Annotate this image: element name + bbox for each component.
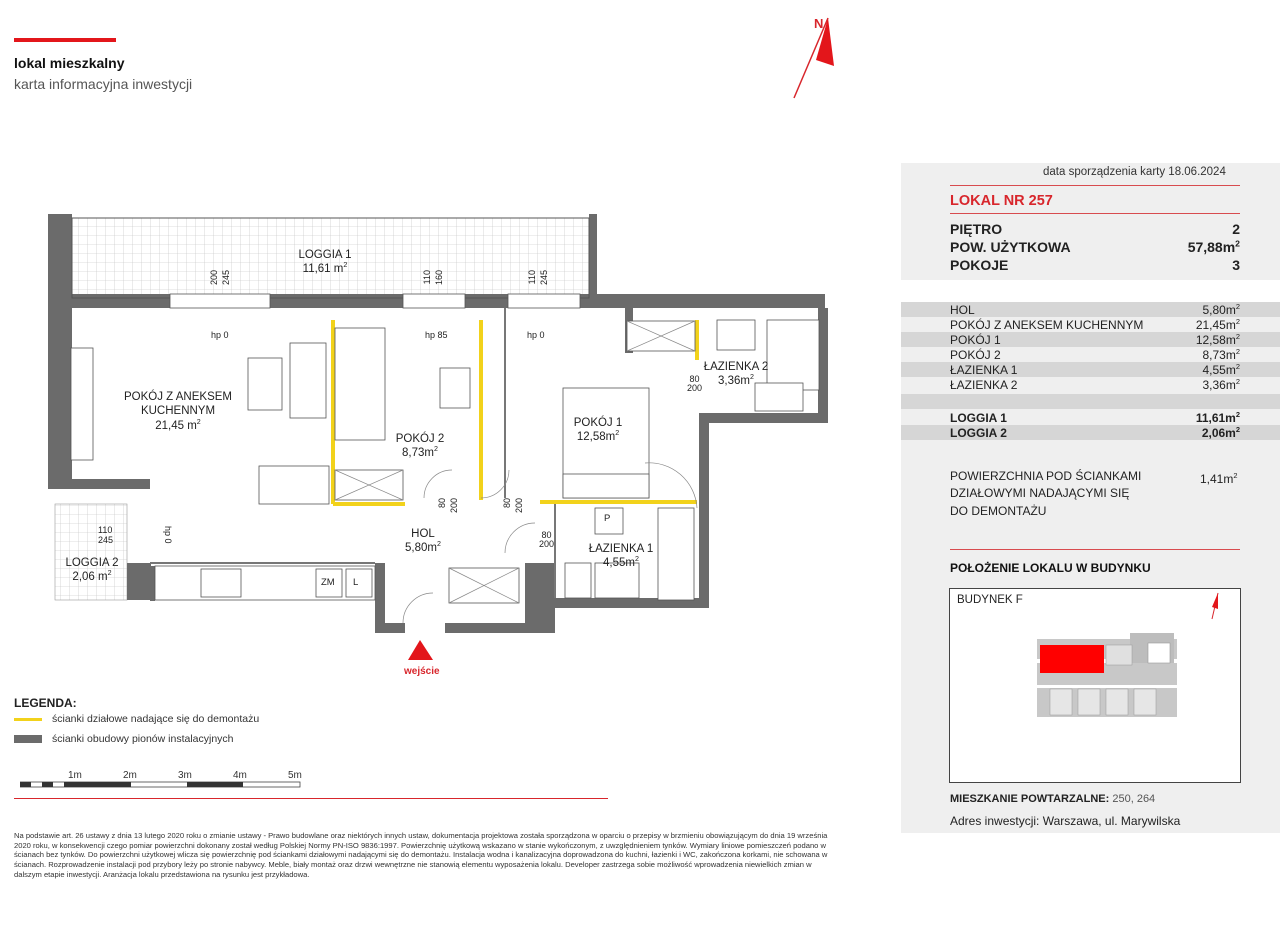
area-row-pokoj2: POKÓJ 2 $8,73m^2$ bbox=[950, 347, 1240, 362]
area-row-lazienka1: ŁAZIENKA 1 $4,55m^2$ bbox=[901, 362, 1280, 377]
area-row-pokoj1: POKÓJ 1 $12,58m^2$ bbox=[901, 332, 1280, 347]
rule-lokal bbox=[950, 213, 1240, 214]
legend-title: LEGENDA: bbox=[14, 696, 77, 710]
dim-hp0c: hp 0 bbox=[163, 526, 173, 544]
building-footprint bbox=[950, 589, 1240, 782]
repeat-units: MIESZKANIE POWTARZALNE: 250, 264 bbox=[950, 793, 1156, 805]
dim-window3b: 245 bbox=[539, 270, 549, 286]
fixture-l: L bbox=[353, 577, 359, 588]
svg-text:5m: 5m bbox=[288, 770, 302, 781]
dim-door-lazienka1: 80 200 bbox=[539, 530, 555, 549]
dim-door-pokoj1b: 200 bbox=[514, 498, 524, 514]
investment-address: Adres inwestycji: Warszawa, ul. Marywilska bbox=[950, 814, 1181, 828]
area-row-spacer bbox=[901, 394, 1280, 409]
dim-window1: 200 bbox=[209, 270, 219, 286]
area-row-hol: HOL $5,80m^2$ bbox=[901, 302, 1280, 317]
building-minimap bbox=[949, 588, 1241, 783]
dim-door-pokoj2: 80 bbox=[437, 498, 447, 509]
room-label-lazienka2: ŁAZIENKA 2 $3,36m^2$ bbox=[703, 361, 769, 388]
svg-text:2m: 2m bbox=[123, 770, 137, 781]
card-date: data sporządzenia karty 18.06.2024 bbox=[1043, 166, 1226, 178]
legend-label: ścianki działowe nadające się do demontażu bbox=[52, 713, 260, 725]
highlighted-unit bbox=[1040, 645, 1104, 673]
legend-label: ścianki obudowy pionów instalacyjnych bbox=[52, 733, 234, 745]
dim-window2b: 160 bbox=[434, 270, 444, 286]
room-label-hol: HOL $5,80m^2$ bbox=[405, 528, 441, 555]
room-label-lazienka1: ŁAZIENKA 1 $4,55m^2$ bbox=[588, 543, 654, 570]
dim-hp0a: hp 0 bbox=[211, 330, 229, 340]
room-label-pokoj1: POKÓJ 1 $12,58m^2$ bbox=[573, 417, 623, 444]
panel-white-gap bbox=[901, 280, 1280, 302]
building-label: BUDYNEK F bbox=[957, 594, 1023, 606]
entrance-arrow-icon bbox=[408, 640, 433, 660]
legend-swatch-yellow bbox=[14, 718, 42, 721]
kv-pietro: PIĘTRO 2 bbox=[950, 221, 1240, 237]
svg-text:4m: 4m bbox=[233, 770, 247, 781]
kv-pow-uzytkowa: POW. UŻYTKOWA $57,88m^2$ bbox=[950, 238, 1240, 255]
dim-door-lazienka2: 80 200 bbox=[687, 374, 703, 393]
rule-location bbox=[950, 549, 1240, 550]
legend-item-demolishable bbox=[14, 713, 259, 725]
dim-window1b: 245 bbox=[221, 270, 231, 286]
room-label-pokoj2: POKÓJ 2 $8,73m^2$ bbox=[395, 433, 445, 460]
disclaimer-text: Na podstawie art. 26 ustawy z dnia 13 lutego 2020 roku o zmianie ustawy - Prawo budowlane oraz niektórych innych ustaw, dokumentacja projektowa została sporządzona w oparciu o przepisy w brzmieniu obowiązującym do dnia 19 września 2020 roku, w konsekwencji czego pomiar powierzchni dokonany został według Polskiej Normy PN-ISO 9836:1997. Powierzchnię użytkową wskazano w stanie wykończonym, z uwzględnieniem tynków. Wymiary liniowe pomieszczeń podano w ścianach bez tynków. Do powierzchni użytkowej wlicza się powierzchnię pod ściankami działowymi nadającymi się do demontażu. Instalacja wodna i kanalizacyjna doprowadzona do kuchni, łazienki i WC, zakończona korkami, nie schowana w ścianach. Rozprowadzenie instalacji pod przybory leży po stronie nabywcy. Meble, biały montaż oraz drzwi wewnętrzne nie stanowią elementu wyposażenia lokalu. Developer zastrzega sobie możliwość wprowadzenia niewielkich zmian w dalszym etapie inwestycji. Aranżacja lokalu przedstawiona na rysunku jest przykładowa. bbox=[14, 831, 828, 879]
area-row-pokoj-aneks: POKÓJ Z ANEKSEM KUCHENNYM $21,45m^2$ bbox=[950, 317, 1240, 332]
page-subtitle: karta informacyjna inwestycji bbox=[14, 76, 193, 92]
partition-area-value: $1,41m^2$ bbox=[1200, 471, 1238, 486]
dim-loggia2b: 245 bbox=[98, 535, 114, 545]
area-row-loggia1: LOGGIA 1 $11,61m^2$ bbox=[950, 410, 1240, 425]
area-row-lazienka2: ŁAZIENKA 2 $3,36m^2$ bbox=[950, 377, 1240, 392]
room-label-loggia2: LOGGIA 2 2,06 $m^2$ bbox=[65, 557, 119, 584]
legend-swatch-grey bbox=[14, 735, 42, 743]
fixture-p: P bbox=[604, 513, 611, 524]
room-label-loggia1: LOGGIA 1 11,61 $m^2$ bbox=[298, 249, 352, 276]
room-label-pokoj-aneks: POKÓJ Z ANEKSEM KUCHENNYM 21,45 $m^2$ bbox=[124, 391, 232, 432]
svg-text:3m: 3m bbox=[178, 770, 192, 781]
fixture-zm: ZM bbox=[321, 577, 335, 588]
north-arrow-icon bbox=[790, 12, 840, 102]
location-title: POŁOŻENIE LOKALU W BUDYNKU bbox=[950, 561, 1151, 575]
brand-bar bbox=[14, 38, 116, 42]
page-title: lokal mieszkalny bbox=[14, 55, 125, 71]
dim-hp85: hp 85 bbox=[425, 330, 448, 340]
dim-hp0b: hp 0 bbox=[527, 330, 545, 340]
dim-window2: 110 bbox=[422, 270, 432, 285]
dim-loggia2a: 110 bbox=[98, 525, 113, 535]
divider bbox=[14, 798, 608, 799]
area-row-loggia2: LOGGIA 2 $2,06m^2$ bbox=[901, 425, 1280, 440]
rule-top bbox=[950, 185, 1240, 186]
dim-door-pokoj2b: 200 bbox=[449, 498, 459, 514]
kv-pokoje: POKOJE 3 bbox=[950, 257, 1240, 273]
partition-area-label: POWIERZCHNIA POD ŚCIANKAMI DZIAŁOWYMI NADAJĄCYMI SIĘ DO DEMONTAŻU bbox=[950, 469, 1142, 518]
scale-bar bbox=[20, 768, 320, 792]
dim-window3: 110 bbox=[527, 270, 537, 285]
entrance-label: wejście bbox=[404, 666, 440, 677]
svg-text:1m: 1m bbox=[68, 770, 82, 781]
panel-top bbox=[901, 0, 1280, 163]
lokal-number: LOKAL NR 257 bbox=[950, 193, 1053, 209]
dim-door-pokoj1: 80 bbox=[502, 498, 512, 509]
legend-item-installation bbox=[14, 733, 234, 745]
north-label: N bbox=[814, 16, 824, 31]
